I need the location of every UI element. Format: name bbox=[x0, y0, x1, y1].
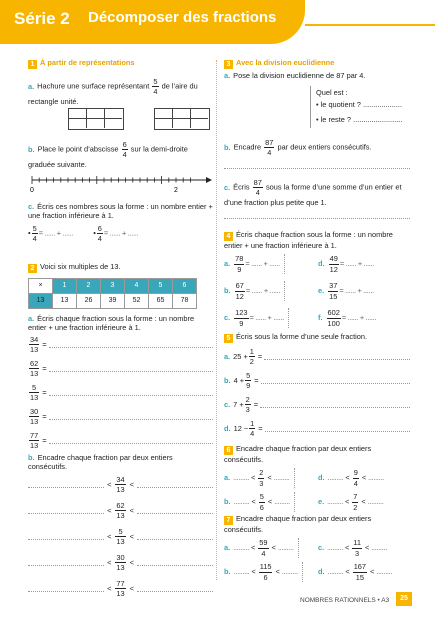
ex4-item: a. $\frac{78}{9}$ = ...... + ...... bbox=[224, 254, 285, 274]
blank[interactable]: ......... bbox=[368, 473, 384, 483]
answer-line[interactable] bbox=[28, 507, 104, 514]
table-cell: 13 bbox=[29, 294, 53, 309]
table-cell: 3 bbox=[101, 279, 125, 294]
bracket-item: d. ......... < $\frac{9}{4}$ < ......... bbox=[318, 468, 384, 488]
ex6-items bbox=[224, 468, 410, 520]
exercise-7 bbox=[224, 514, 410, 594]
fraction: $\frac{77}{13}$ bbox=[116, 579, 125, 599]
text: Encadre chaque fraction par deux entiers consécutifs. bbox=[28, 452, 173, 471]
fraction: $\frac{49}{12}$ bbox=[329, 254, 338, 274]
text: Hachure une surface représentant bbox=[37, 81, 150, 91]
bracket-row: < $\frac{62}{13}$ < bbox=[28, 501, 213, 521]
fraction: $\frac{67}{12}$ bbox=[235, 281, 244, 301]
table-cell: 5 bbox=[149, 279, 173, 294]
fraction: $\frac{115}{6}$ bbox=[259, 562, 272, 582]
fraction: $\frac{5}{9}$ bbox=[246, 371, 251, 391]
exercise-5 bbox=[224, 332, 410, 447]
fraction: $\frac{1}{4}$ bbox=[250, 419, 255, 439]
exercise-number: 7 bbox=[224, 516, 233, 525]
c-items: • $\frac{5}{4}$ = ...... + ...... • $\frac{6}{4}$ = ...... + ...... bbox=[28, 224, 139, 244]
text: Écris bbox=[233, 182, 250, 192]
fraction: $\frac{78}{9}$ bbox=[235, 254, 244, 274]
exercise-number: 6 bbox=[224, 446, 233, 455]
answer-line[interactable] bbox=[260, 401, 410, 408]
table-cell: × bbox=[29, 279, 53, 294]
fraction-list-b bbox=[28, 475, 213, 605]
ex5-item: a. 25 + $\frac{1}{2}$ = bbox=[224, 347, 410, 367]
ex4-item: d. $\frac{49}{12}$ = ...... + ...... bbox=[318, 254, 375, 274]
exercise-6 bbox=[224, 444, 410, 520]
fraction-row: $\frac{34}{13}$ = bbox=[28, 335, 213, 355]
remainder-field[interactable]: • le reste ? ........................ bbox=[316, 114, 403, 124]
table-cell: 6 bbox=[173, 279, 197, 294]
table-cell: 26 bbox=[77, 294, 101, 309]
bracket-row: < $\frac{5}{13}$ < bbox=[28, 527, 213, 547]
bracket-item: b. ......... < $\frac{115}{6}$ < ......... bbox=[224, 562, 303, 582]
bracket-item: e. ......... < $\frac{7}{2}$ < ......... bbox=[318, 492, 384, 512]
blank[interactable]: ......... bbox=[277, 543, 294, 553]
page-title: Décomposer des fractions bbox=[88, 9, 277, 26]
bracket-item: a. ......... < $\frac{59}{4}$ < ......... bbox=[224, 538, 299, 558]
answer-line[interactable] bbox=[28, 585, 104, 592]
exercise-4 bbox=[224, 230, 410, 336]
bracket-row: < $\frac{30}{13}$ < bbox=[28, 553, 213, 573]
blank[interactable]: ......... bbox=[274, 497, 290, 507]
fraction: $\frac{62}{13}$ bbox=[30, 358, 39, 378]
blank[interactable]: ......... bbox=[273, 473, 290, 483]
table-cell: 78 bbox=[173, 294, 197, 309]
rectangle bbox=[68, 108, 124, 130]
exercise-number: 4 bbox=[224, 232, 233, 241]
fraction: $\frac{59}{4}$ bbox=[259, 538, 268, 558]
ex4-items bbox=[224, 254, 410, 336]
footer-text: NOMBRES RATIONNELS • A3 bbox=[300, 597, 390, 604]
text: par deux entiers consécutifs. bbox=[277, 142, 372, 152]
text: Écris chaque fraction sous la forme : un nombre entier + une fraction inférieure à 1. bbox=[28, 314, 195, 333]
exercise-title: Écris sous la forme d’une seule fraction. bbox=[236, 332, 368, 341]
division-bar bbox=[310, 86, 311, 128]
fraction: $\frac{34}{13}$ bbox=[116, 475, 125, 495]
blank[interactable]: = ...... + ...... bbox=[38, 228, 74, 238]
fraction: $\frac{37}{15}$ bbox=[329, 281, 338, 301]
ex7-items bbox=[224, 538, 410, 594]
exercise-title: Voici six multiples de 13. bbox=[40, 262, 121, 271]
bracket-row: < $\frac{77}{13}$ < bbox=[28, 579, 213, 599]
fraction: $\frac{5}{6}$ bbox=[259, 492, 264, 512]
fraction: $\frac{167}{15}$ bbox=[353, 562, 367, 582]
ex4-item: f. $\frac{602}{100}$ = ...... + ...... bbox=[318, 308, 377, 328]
exercise-title: À partir de représentations bbox=[40, 58, 135, 67]
fraction-row: $\frac{30}{13}$ = bbox=[28, 407, 213, 427]
blank[interactable]: ......... bbox=[233, 567, 250, 577]
table-cell: 39 bbox=[101, 294, 125, 309]
fraction-list-a bbox=[28, 333, 213, 453]
exercise-number: 3 bbox=[224, 60, 233, 69]
table-cell: 65 bbox=[149, 294, 173, 309]
item-label: a. bbox=[28, 81, 35, 91]
quotient-field[interactable]: • le quotient ? ................... bbox=[316, 100, 402, 110]
text: de l’aire du rectangle unité. bbox=[28, 81, 198, 106]
blank[interactable]: ......... bbox=[327, 497, 343, 507]
blank[interactable]: = ...... + ...... bbox=[245, 259, 280, 269]
item-label: c. bbox=[224, 182, 231, 192]
answer-line[interactable] bbox=[261, 377, 410, 384]
page-number: 25 bbox=[396, 592, 412, 606]
bracket-row: < $\frac{34}{13}$ < bbox=[28, 475, 213, 495]
bracket-item: b. ......... < $\frac{5}{6}$ < ......... bbox=[224, 492, 295, 512]
blank[interactable]: ......... bbox=[327, 543, 343, 553]
divider bbox=[154, 118, 208, 119]
text: Pose la division euclidienne de 87 par 4. bbox=[233, 71, 366, 80]
rectangle bbox=[154, 108, 210, 130]
blank[interactable]: = ...... + ...... bbox=[339, 259, 375, 269]
answer-line[interactable] bbox=[49, 413, 213, 420]
column-divider bbox=[216, 60, 217, 580]
fraction: $\frac{123}{9}$ bbox=[235, 308, 248, 328]
exercise-3: 3 Avec la division euclidienne a. Pose la division euclidienne de 87 par 4. Quel est : • le quotient ? ................... • le reste ? ........................ b. Encadre $\frac{87}{4}$ par deux entiers consécutifs. c. Écris $\frac{87}{4}$ sous la forme d’une somme d’un entier et d’une fraction plus petite que 1. bbox=[224, 58, 410, 80]
text: Place le point d’abscisse bbox=[37, 144, 119, 154]
item-label: b. bbox=[28, 144, 35, 154]
exercise-number: 5 bbox=[224, 334, 233, 343]
exercise-1 bbox=[28, 58, 213, 244]
answer-line[interactable] bbox=[28, 533, 104, 540]
fraction: $\frac{5}{13}$ bbox=[30, 382, 39, 402]
answer-line[interactable] bbox=[28, 481, 104, 488]
answer-line[interactable] bbox=[137, 585, 213, 592]
number-line bbox=[28, 172, 213, 194]
answer-line[interactable] bbox=[224, 208, 410, 219]
answer-line[interactable] bbox=[49, 437, 213, 444]
table-cell: 4 bbox=[125, 279, 149, 294]
text: Encadre bbox=[233, 142, 262, 152]
answer-line[interactable] bbox=[49, 389, 213, 396]
item-label: c. bbox=[28, 202, 35, 211]
answer-line[interactable] bbox=[137, 481, 213, 488]
answer-line[interactable] bbox=[264, 353, 410, 360]
item-label: b. bbox=[224, 142, 231, 152]
exercise-title: Écris chaque fraction sous la forme : un nombre entier + une fraction inférieure à 1. bbox=[224, 230, 393, 250]
blank[interactable]: ......... bbox=[327, 567, 344, 577]
blank[interactable]: ......... bbox=[376, 567, 393, 577]
ex4-item: c. $\frac{123}{9}$ = ...... + ...... bbox=[224, 308, 289, 328]
table-cell: 2 bbox=[77, 279, 101, 294]
fraction: $\frac{34}{13}$ bbox=[30, 334, 39, 354]
answer-line[interactable] bbox=[265, 425, 410, 432]
blank[interactable]: = ...... + ...... bbox=[341, 313, 377, 323]
table-cell: 52 bbox=[125, 294, 149, 309]
blank[interactable]: ......... bbox=[233, 497, 250, 507]
bracket-item: a. ......... < $\frac{2}{3}$ < ......... bbox=[224, 468, 295, 488]
exercise-number: 2 bbox=[28, 264, 37, 273]
answer-line[interactable] bbox=[28, 559, 104, 566]
text: Écris ces nombres sous la forme : un nombre entier + une fraction inférieure à 1. bbox=[28, 202, 213, 221]
bracket-item: c. ......... < $\frac{11}{3}$ < ......... bbox=[318, 538, 388, 558]
questions bbox=[316, 88, 402, 124]
fraction: $\frac{602}{100}$ bbox=[327, 308, 340, 328]
bracket-item: d. ......... < $\frac{167}{15}$ < ......... bbox=[318, 562, 393, 582]
text: sur la demi-droite graduée suivante. bbox=[28, 144, 188, 169]
series-label: Série 2 bbox=[14, 9, 70, 28]
item-label: a. bbox=[224, 71, 231, 80]
ex5-item: d. 12 − $\frac{1}{4}$ = bbox=[224, 419, 410, 439]
answer-line[interactable] bbox=[224, 158, 410, 169]
blank[interactable]: ......... bbox=[233, 473, 249, 483]
fraction: $\frac{62}{13}$ bbox=[116, 501, 125, 521]
table-cell: 13 bbox=[53, 294, 77, 309]
exercise-title: Encadre chaque fraction par deux entiers consécutifs. bbox=[224, 444, 372, 464]
fraction: $\frac{7}{2}$ bbox=[353, 492, 358, 512]
fraction-row: $\frac{77}{13}$ = bbox=[28, 431, 213, 451]
divider bbox=[68, 118, 122, 119]
ex5-item: c. 7 + $\frac{2}{3}$ = bbox=[224, 395, 410, 415]
blank[interactable]: = ...... + ...... bbox=[249, 313, 284, 323]
blank[interactable]: ......... bbox=[327, 473, 344, 483]
answer-line[interactable] bbox=[49, 365, 213, 372]
blank[interactable]: = ...... + ...... bbox=[103, 228, 139, 238]
exercise-2 bbox=[28, 262, 213, 605]
blank[interactable]: ......... bbox=[367, 497, 384, 507]
fraction: $\frac{2}{3}$ bbox=[245, 395, 250, 415]
header-rule bbox=[305, 24, 435, 26]
blank[interactable]: ......... bbox=[281, 567, 298, 577]
fraction: $\frac{5}{4}$ bbox=[153, 77, 158, 97]
answer-line[interactable] bbox=[137, 507, 213, 514]
fraction: $\frac{30}{13}$ bbox=[116, 553, 125, 573]
item-label: b. bbox=[28, 452, 35, 462]
fraction: $\frac{6}{4}$ bbox=[122, 140, 127, 160]
blank[interactable]: = ...... + ...... bbox=[245, 286, 281, 296]
answer-line[interactable] bbox=[49, 341, 213, 348]
fraction: $\frac{9}{4}$ bbox=[353, 468, 358, 488]
blank[interactable]: = ...... + ...... bbox=[339, 286, 374, 296]
series-banner bbox=[0, 0, 305, 44]
answer-line[interactable] bbox=[137, 533, 213, 540]
ex5-item: b. 4 + $\frac{5}{9}$ = bbox=[224, 371, 410, 391]
item-label: a. bbox=[28, 314, 35, 323]
blank[interactable]: ......... bbox=[233, 543, 249, 553]
fraction: $\frac{30}{13}$ bbox=[30, 406, 39, 426]
exercise-title: Avec la division euclidienne bbox=[236, 58, 335, 67]
fraction: $\frac{11}{3}$ bbox=[353, 538, 361, 558]
exercise-title: Encadre chaque fraction par deux entiers consécutifs. bbox=[224, 514, 372, 534]
fraction: $\frac{5}{13}$ bbox=[116, 527, 125, 547]
text: sous la forme d’une somme d’un entier et d’une fraction plus petite que 1. bbox=[224, 182, 402, 207]
ex4-item: e. $\frac{37}{15}$ = ...... + ...... bbox=[318, 281, 374, 301]
multiples-table bbox=[28, 278, 197, 309]
table-cell: 1 bbox=[53, 279, 77, 294]
ex5-items bbox=[224, 347, 410, 447]
fraction-row: $\frac{62}{13}$ = bbox=[28, 359, 213, 379]
axis-label-0: 0 bbox=[30, 187, 34, 194]
q-title: Quel est : bbox=[316, 88, 348, 97]
fraction-row: $\frac{5}{13}$ = bbox=[28, 383, 213, 403]
fraction: $\frac{77}{13}$ bbox=[30, 430, 39, 450]
exercise-number: 1 bbox=[28, 60, 37, 69]
fraction: $\frac{2}{3}$ bbox=[259, 468, 264, 488]
fraction: $\frac{1}{2}$ bbox=[249, 347, 254, 367]
answer-line[interactable] bbox=[137, 559, 213, 566]
axis-label-2: 2 bbox=[174, 187, 178, 194]
blank[interactable]: ......... bbox=[371, 543, 388, 553]
ex4-item: b. $\frac{67}{12}$ = ...... + ...... bbox=[224, 281, 285, 301]
